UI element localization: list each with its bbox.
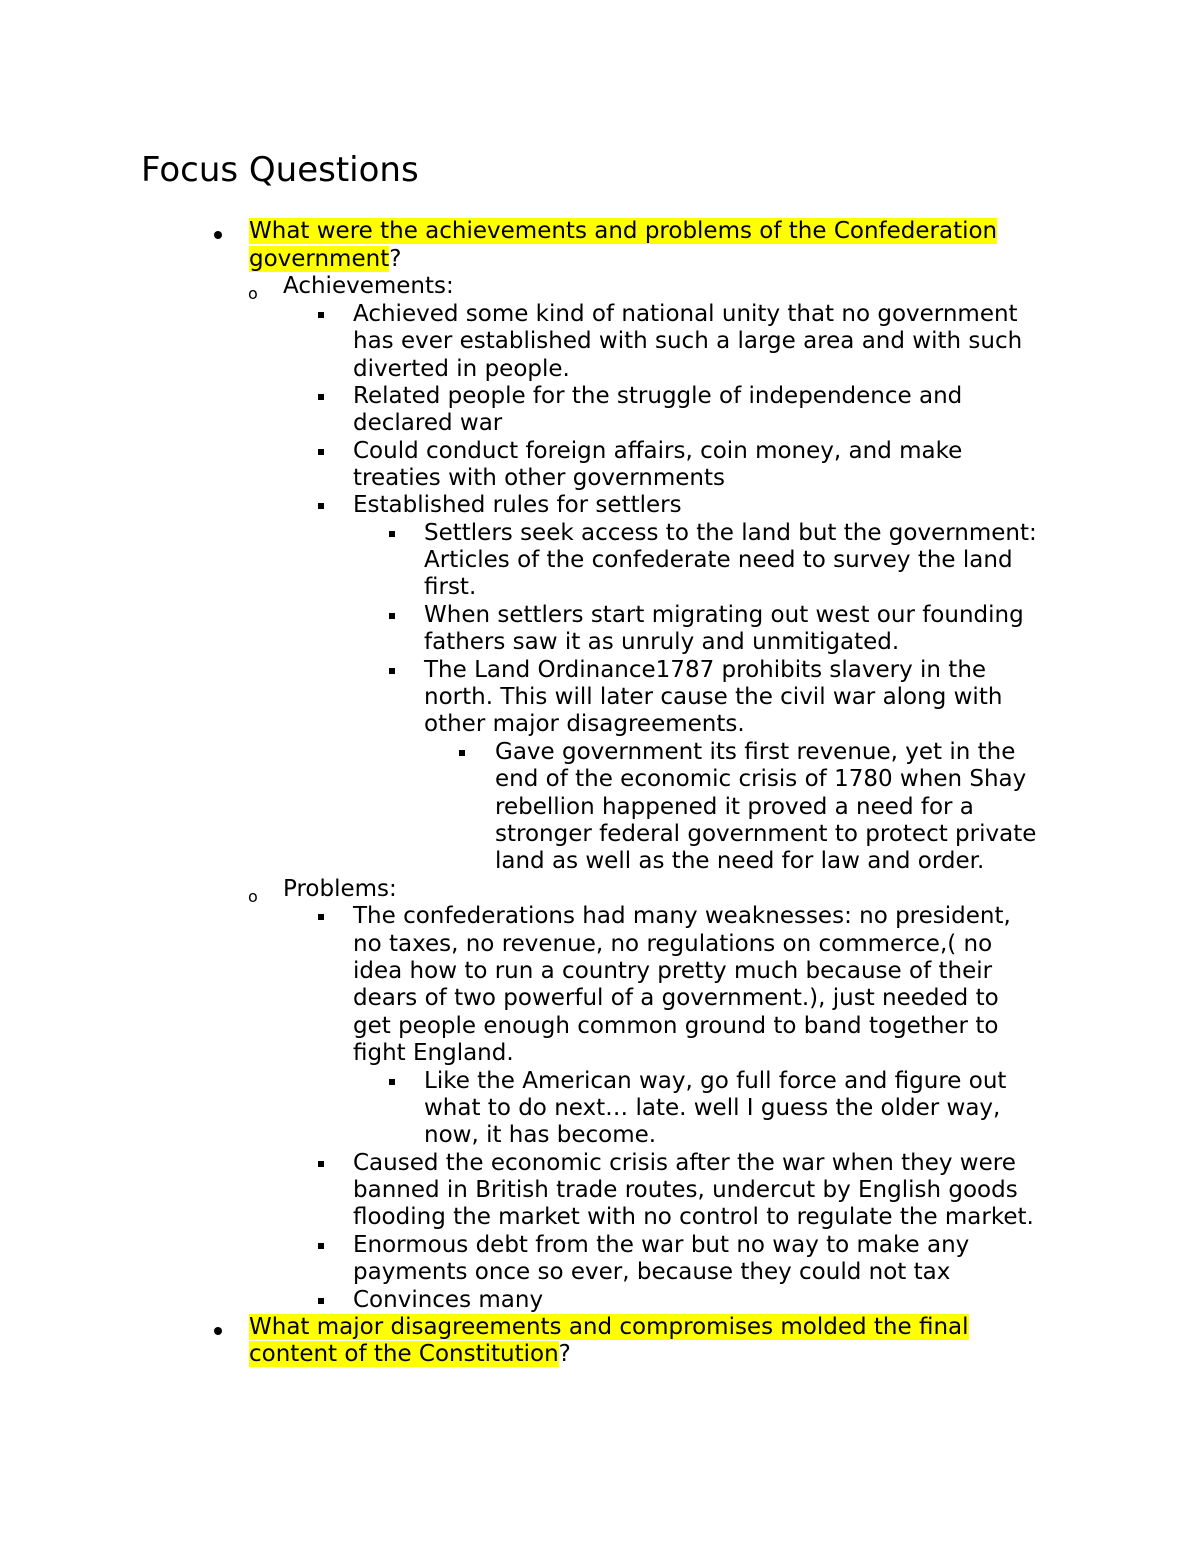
question-2-highlight-2: content of the Constitution (249, 1341, 559, 1367)
settlers-1-line-3: first. (424, 574, 477, 600)
problem-3-line-2: payments once so ever, because they could not tax (353, 1259, 951, 1285)
question-1-highlight: What were the achievements and problems of the Confederation (249, 218, 998, 244)
settlers-3-line-3: other major disagreements. (424, 711, 745, 737)
achievement-2-line-1: Related people for the struggle of independence and (353, 383, 963, 409)
settlers-2-line-1: When settlers start migrating out west our founding (424, 602, 1024, 628)
ordinance-note-line-5: land as well as the need for law and order. (495, 848, 985, 874)
problem-1a-line-1: Like the American way, go full force and figure out (424, 1068, 1007, 1094)
problem-1-line-5: get people enough common ground to band together to (353, 1013, 999, 1039)
problem-2-line-2: banned in British trade routes, undercut by English goods (353, 1177, 1018, 1203)
bullet-square (318, 1243, 324, 1249)
page-title: Focus Questions (141, 150, 419, 190)
problem-1a-line-2: what to do next… late. well I guess the older way, (424, 1095, 1001, 1121)
achievement-3-line-1: Could conduct foreign affairs, coin money, and make (353, 438, 963, 464)
problem-1-line-6: fight England. (353, 1040, 514, 1066)
problem-1-line-4: dears of two powerful of a government.), just needed to (353, 985, 999, 1011)
bullet-circle: o (248, 284, 258, 303)
achievement-1-line-2: has ever established with such a large area and with such (353, 328, 1023, 354)
bullet-square (389, 613, 395, 619)
settlers-1-line-2: Articles of the confederate need to survey the land (424, 547, 1013, 573)
achievement-3-line-2: treaties with other governments (353, 465, 725, 491)
bullet-square (318, 914, 324, 920)
achievement-4-line-1: Established rules for settlers (353, 492, 682, 518)
bullet-square (318, 1298, 324, 1304)
question-2-mark: ? (558, 1341, 571, 1367)
question-2-line-1 (249, 1314, 969, 1341)
question-2-highlight: What major disagreements and compromises molded the final (249, 1314, 969, 1340)
bullet-square (318, 449, 324, 455)
achievement-1-line-1: Achieved some kind of national unity that no government (353, 301, 1018, 327)
ordinance-note-line-2: end of the economic crisis of 1780 when Shay (495, 766, 1027, 792)
question-2-line-2 (249, 1341, 571, 1368)
bullet-square (389, 1079, 395, 1085)
problem-2-line-3: flooding the market with no control to regulate the market. (353, 1204, 1034, 1230)
bullet-square (318, 394, 324, 400)
problem-1a-line-3: now, it has become. (424, 1122, 657, 1148)
bullet-square (389, 531, 395, 537)
bullet-square (318, 503, 324, 509)
achievement-2-line-2: declared war (353, 410, 503, 436)
question-1-highlight-2: government (249, 246, 390, 272)
bullet-circle: o (248, 887, 258, 906)
problem-3-line-1: Enormous debt from the war but no way to make any (353, 1232, 970, 1258)
settlers-3-line-1: The Land Ordinance1787 prohibits slavery in the (424, 657, 987, 683)
problems-label: Problems: (283, 876, 397, 902)
bullet-disc (214, 1327, 222, 1335)
settlers-3-line-2: north. This will later cause the civil war along with (424, 684, 1003, 710)
question-1-mark: ? (389, 246, 402, 272)
settlers-1-line-1: Settlers seek access to the land but the government: (424, 520, 1037, 546)
ordinance-note-line-1: Gave government its first revenue, yet in the (495, 739, 1016, 765)
problem-2-line-1: Caused the economic crisis after the war when they were (353, 1150, 1016, 1176)
bullet-square (318, 312, 324, 318)
settlers-2-line-2: fathers saw it as unruly and unmitigated. (424, 629, 900, 655)
problem-1-line-3: idea how to run a country pretty much because of their (353, 958, 993, 984)
question-1-line-2 (249, 246, 401, 273)
problem-1-line-2: no taxes, no revenue, no regulations on commerce,( no (353, 931, 993, 957)
bullet-disc (214, 231, 222, 239)
ordinance-note-line-4: stronger federal government to protect private (495, 821, 1037, 847)
achievements-label: Achievements: (283, 273, 454, 299)
bullet-square (389, 668, 395, 674)
ordinance-note-line-3: rebellion happened it proved a need for a (495, 794, 974, 820)
achievement-1-line-3: diverted in people. (353, 356, 570, 382)
bullet-square (318, 1161, 324, 1167)
problem-1-line-1: The confederations had many weaknesses: no president, (353, 903, 1011, 929)
bullet-square (459, 750, 465, 756)
question-1-line-1 (249, 218, 997, 245)
problem-4-line-1: Convinces many (353, 1287, 544, 1313)
